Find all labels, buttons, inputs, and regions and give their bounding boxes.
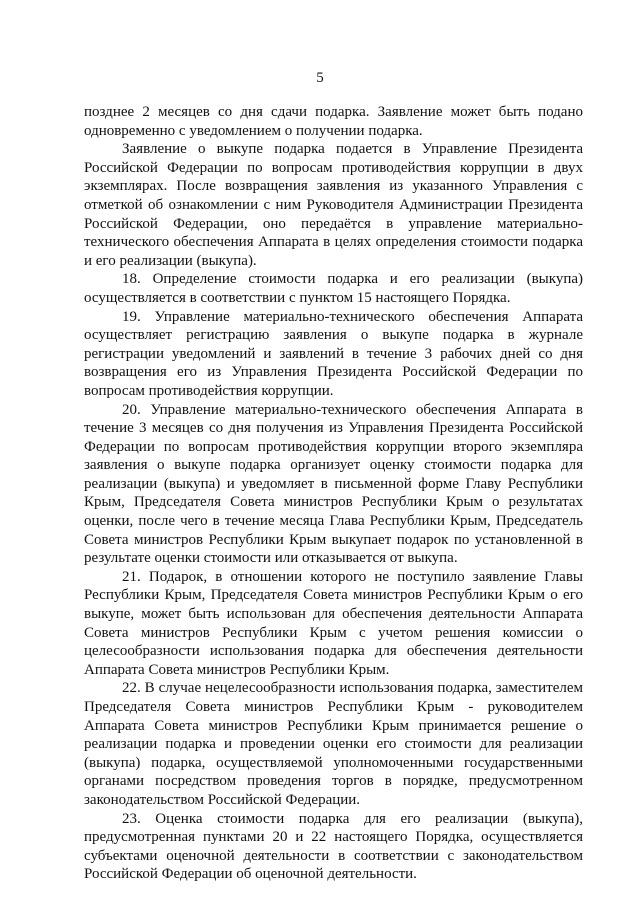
paragraph-item-21: 21. Подарок, в отношении которого не поступило заявление Главы Республики Крым, Председателя Совета министров Республики Крым о его выкупе, может быть использован для обеспечения деятельности Аппарата Совета министров Республики Крым с учетом решения комиссии о целесообразности использования подарка для обеспечения деятельности Аппарата Совета министров Республики Крым. <box>84 568 583 678</box>
paragraph-item-20: 20. Управление материально-технического обеспечения Аппарата в течение 3 месяцев со дня получения из Управления Президента Российской Федерации по вопросам противодействия коррупции второго экземпляра заявления о выкупе подарка организует оценку стоимости подарка для реализации (выкупа) и уведомляет в письменной форме Главу Республики Крым, Председателя Совета министров Республики Крым о результатах оценки, после чего в течение месяца Глава Республики Крым, Председатель Совета министров Республики Крым выкупает подарок по установленной в результате оценки стоимости или отказывается от выкупа. <box>84 401 583 567</box>
paragraph-item-23: 23. Оценка стоимости подарка для его реализации (выкупа), предусмотренная пунктами 20 и 22 настоящего Порядка, осуществляется субъектами оценочной деятельности в соответствии с законодательством Российской Федерации об оценочной деятельности. <box>84 810 583 883</box>
paragraph-item-22: 22. В случае нецелесообразности использования подарка, заместителем Председателя Совета министров Республики Крым - руководителем Аппарата Совета министров Республики Крым принимается решение о реализации подарка и проведении оценки его стоимости для реализации (выкупа) подарка, осуществляемой уполномоченными государственными органами посредством проведения торгов в порядке, предусмотренном законодательством Российской Федерации. <box>84 680 583 808</box>
paragraph-continuation: позднее 2 месяцев со дня сдачи подарка. Заявление может быть подано одновременно с уведомлением о получении подарка. <box>84 104 583 139</box>
paragraph-buyout-application: Заявление о выкупе подарка подается в Управление Президента Российской Федерации по вопросам противодействия коррупции в двух экземплярах. После возвращения заявления из указанного Управления с отметкой об ознакомлении с ним Руководителя Администрации Президента Российской Федерации, оно передаётся в управление материально-технического обеспечения Аппарата в целях определения стоимости подарка и его реализации (выкупа). <box>84 141 583 269</box>
page-number: 5 <box>316 70 324 86</box>
document-body <box>84 103 583 884</box>
paragraph-item-19: 19. Управление материально-технического обеспечения Аппарата осуществляет регистрацию заявления о выкупе подарка в журнале регистрации уведомлений и заявлений в течение 3 рабочих дней со дня возвращения его из Управления Президента Российской Федерации по вопросам противодействия коррупции. <box>84 308 583 399</box>
paragraph-item-18: 18. Определение стоимости подарка и его реализации (выкупа) осуществляется в соответствии с пунктом 15 настоящего Порядка. <box>84 271 583 306</box>
